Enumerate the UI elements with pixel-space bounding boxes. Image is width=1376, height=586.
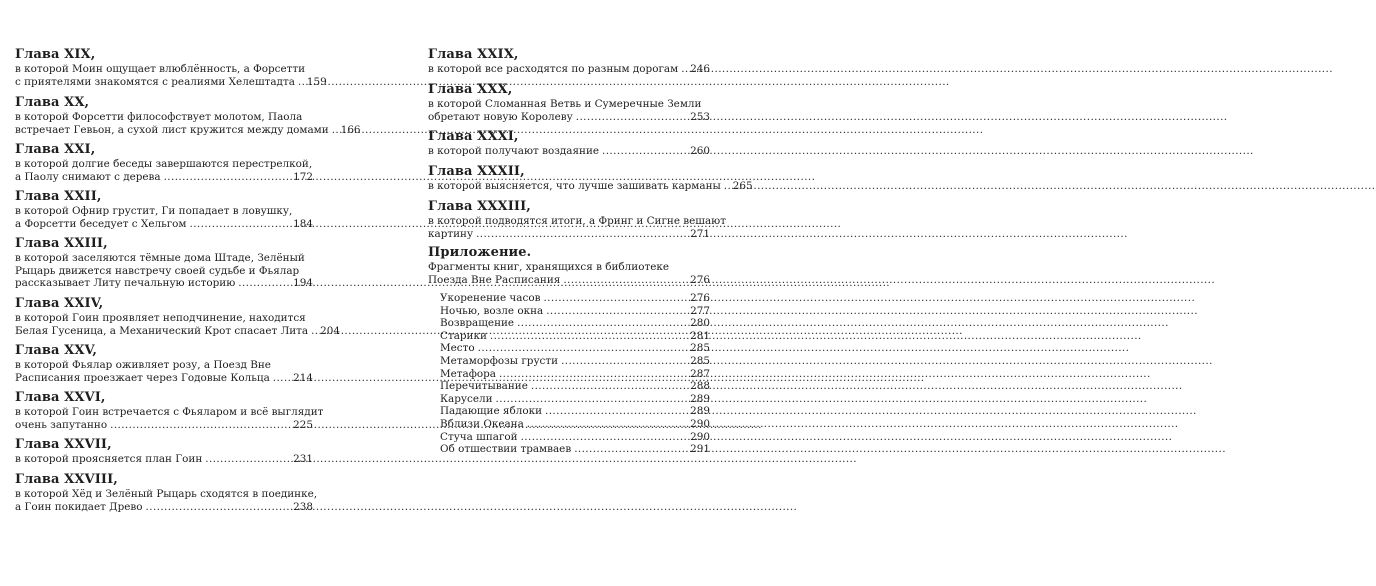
page-number: 238 [293,500,313,513]
page-number: 231 [293,453,313,465]
toc-entry [428,199,726,240]
page-number: 276 [690,273,710,286]
dot-leader [681,63,687,76]
dot-leader [164,171,291,184]
dot-leader [543,292,687,305]
appendix-item-label: Возвращение [440,317,515,330]
toc-entry [15,189,313,230]
appendix-item [440,355,710,368]
chapter-description: рассказывает Литу печальную историю [15,277,236,290]
chapter-title: Глава XXIX, [428,47,519,62]
appendix-item-label: Место [440,342,475,355]
page-number: 246 [690,63,711,75]
chapter-title: Глава XX, [15,95,90,110]
chapter-description: а Форсетти беседует с Хельгом [15,217,187,230]
page-number: 271 [690,227,710,240]
chapter-description: в которой получают воздаяние [428,145,600,157]
appendix-item [440,330,710,343]
dot-leader [576,111,687,124]
dot-leader [563,274,687,287]
toc-entry [15,142,313,183]
page-number: 288 [690,380,710,393]
appendix-item-label: Стуча шпагой [440,430,518,443]
dot-leader [496,393,688,406]
appendix-item-label: Метаморфозы грусти [440,354,559,367]
page-number: 290 [690,430,710,443]
chapter-description: в которой проясняется план Гоин [15,453,203,465]
chapter-title: Глава XXV, [15,343,98,358]
dot-leader [499,368,687,381]
chapter-description: в которой Гоин встречается с Фьяларом и всё выглядит [15,406,324,418]
chapter-description: а Паолу снимают с дерева [15,170,161,183]
appendix-item-label: Метафора [440,367,496,380]
appendix-item-label: Карусели [440,392,493,405]
chapter-description: в которой заселяются тёмные дома Штаде, Зелёный [15,252,305,264]
page-number: 204 [320,324,340,337]
dot-leader [545,405,687,418]
dot-leader [490,330,687,343]
page-number: 285 [690,354,710,367]
chapter-title: Глава XXXII, [428,164,525,179]
chapter-description: Рыцарь движется навстречу своей судьбе и Фьялар [15,264,300,277]
page-number: 276 [690,292,710,304]
page-number: 166 [340,123,361,136]
dot-leader [546,305,687,318]
toc-entry [15,95,361,136]
appendix-item-label: Укоренение часов [440,292,541,304]
chapter-title: Глава XXVI, [15,390,106,405]
chapter-description: Расписания проезжает через Годовые Кольца [15,371,270,384]
toc-entry [428,129,710,158]
chapter-title: Глава XXVIII, [15,472,118,487]
dot-leader [146,501,291,514]
dot-leader [332,124,338,137]
chapter-title: Глава XXI, [15,142,96,157]
chapter-title: Глава XXX, [428,82,513,97]
appendix-item-label: Об отшествии трамваев [440,443,572,456]
toc-entry [15,437,313,466]
page-number: 253 [690,110,710,123]
page-number: 290 [690,417,710,430]
appendix-item [440,292,710,305]
chapter-description: в которой Офнир грустит, Ги попадает в ловушку, [15,205,293,217]
dot-leader [574,443,687,456]
chapter-description: с приятелями знакомятся с реалиями Хелештадта [15,75,295,88]
page-number: 214 [293,371,313,384]
dot-leader [190,218,291,231]
chapter-description: в которой подводятся итоги, а Фринг и Сигне вешают [428,215,726,227]
appendix-entry [428,245,710,286]
chapter-title: Глава XIX, [15,47,96,62]
page-number: 289 [690,405,710,418]
page-number: 225 [293,418,313,431]
toc-entry [15,472,318,513]
chapter-description: в которой выясняется, что лучше зашивать карманы [428,180,721,192]
appendix-item [440,393,710,406]
chapter-description: в которой Фьялар оживляет розу, а Поезд Вне [15,359,271,371]
chapter-title: Глава XXIII, [15,236,108,251]
chapter-description: в которой долгие беседы завершаются перестрелкой, [15,158,313,170]
page-number: 277 [690,304,710,317]
appendix-list [440,292,710,456]
chapter-description: в которой все расходятся по разным дорогам [428,63,679,75]
chapter-description: в которой Сломанная Ветвь и Сумеречные Земли [428,98,702,110]
page-number: 280 [690,317,710,330]
appendix-item [440,380,710,393]
appendix-item [440,317,710,330]
appendix-item-label: Перечитывание [440,380,528,393]
appendix-item [440,431,710,444]
chapter-description: очень запутанно [15,418,108,431]
appendix-item-label: Вблизи Океана [440,417,524,430]
dot-leader [273,372,290,385]
dot-leader [517,317,687,330]
appendix-item [440,368,710,381]
page-number: 265 [732,180,753,192]
chapter-description: встречает Гевьон, а сухой лист кружится между домами [15,123,329,136]
toc-entry [15,296,340,337]
appendix-item [440,418,710,431]
toc-entry [428,164,753,193]
appendix-item [440,405,710,418]
dot-leader [311,325,317,338]
appendix-item [440,342,710,355]
chapter-description: а Гоин покидает Древо [15,500,143,513]
dot-leader [476,228,687,241]
appendix-item-label: Падающие яблоки [440,405,543,418]
page-number: 281 [690,329,710,342]
page-number: 184 [293,217,313,230]
chapter-description: в которой Форсетти философствует молотом, Паола [15,111,303,123]
appendix-description: Поезда Вне Расписания [428,273,561,286]
chapter-title: Глава XXII, [15,189,102,204]
page-number: 285 [690,342,710,355]
chapter-description: картину [428,227,474,240]
toc-entry [15,236,313,290]
page-number: 159 [306,75,327,88]
dot-leader [561,355,687,368]
page-number: 172 [293,170,313,183]
chapter-title: Глава XXIV, [15,296,104,311]
page-number: 289 [690,392,710,405]
dot-leader [110,419,290,432]
appendix-item-label: Старики [440,329,487,342]
appendix-item-label: Ночью, возле окна [440,304,544,317]
dot-leader [527,418,687,431]
page-number: 291 [690,443,710,456]
dot-leader [478,342,688,355]
dot-leader [724,180,730,193]
toc-entry [15,390,324,431]
appendix-description: Фрагменты книг, хранящихся в библиотеке [428,261,670,273]
dot-leader [602,145,687,158]
chapter-description: в которой Моин ощущает влюблённость, а Форсетти [15,63,306,75]
page-number: 194 [293,277,313,290]
appendix-item [440,443,710,456]
toc-entry [428,82,710,123]
page-number: 260 [690,145,710,157]
chapter-description: в которой Хёд и Зелёный Рыцарь сходятся в поединке, [15,488,318,500]
toc-entry [15,343,313,384]
appendix-item [440,305,710,318]
chapter-description: в которой Гоин проявляет неподчинение, находится [15,312,306,324]
toc-entry [428,47,710,76]
toc-entry [15,47,327,88]
dot-leader [531,380,687,393]
chapter-description: обретают новую Королеву [428,110,573,123]
appendix-title: Приложение. [428,245,532,260]
dot-leader [205,453,290,466]
chapter-title: Глава XXXI, [428,129,519,144]
dot-leader [238,277,290,290]
chapter-title: Глава XXXIII, [428,199,531,214]
chapter-title: Глава XXVII, [15,437,112,452]
dot-leader [298,76,304,89]
page-number: 287 [690,367,710,380]
dot-leader [521,431,688,444]
chapter-description: Белая Гусеница, а Механический Крот спасает Лита [15,324,309,337]
